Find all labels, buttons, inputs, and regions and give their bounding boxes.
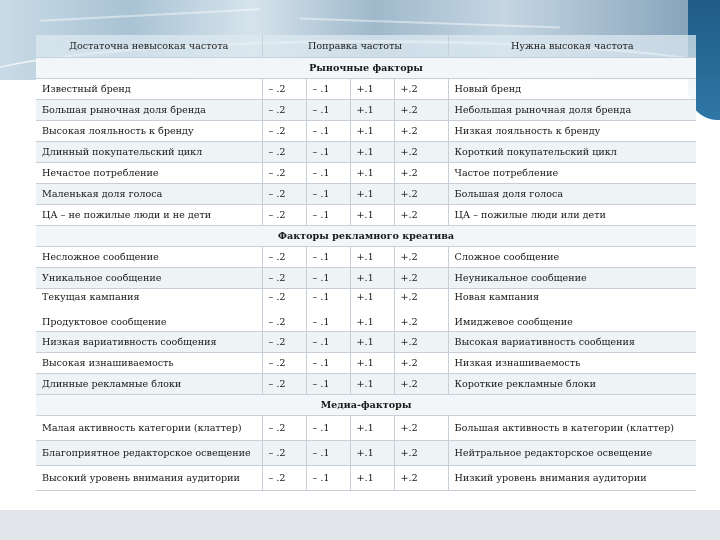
adj-value: – .2 bbox=[268, 292, 286, 303]
header-adjustment: Поправка частоты bbox=[262, 35, 448, 58]
high-factor: Сложное сообщение bbox=[448, 247, 696, 268]
adj-plus-2: +.2 bbox=[394, 163, 448, 184]
low-factor: Высокая изнашиваемость bbox=[36, 353, 262, 374]
high-factor: Неуникальное сообщение bbox=[448, 268, 696, 289]
adj-plus-1: +.1 bbox=[350, 466, 394, 491]
adj-plus-2: +.2 bbox=[394, 441, 448, 466]
section-title: Рыночные факторы bbox=[36, 58, 696, 79]
table-row bbox=[36, 184, 696, 205]
adj-minus-2: – .2 bbox=[262, 374, 306, 395]
low-factor: Высокая лояльность к бренду bbox=[36, 121, 262, 142]
high-factor: ЦА – пожилые люди или дети bbox=[448, 205, 696, 226]
adj-value: – .1 bbox=[312, 317, 330, 328]
adj-minus-1 bbox=[306, 289, 350, 332]
adj-plus-1: +.1 bbox=[350, 184, 394, 205]
adj-minus-2 bbox=[262, 289, 306, 332]
adj-minus-2: – .2 bbox=[262, 441, 306, 466]
table-row bbox=[36, 374, 696, 395]
table-row bbox=[36, 163, 696, 184]
table-row bbox=[36, 100, 696, 121]
low-factor: Благоприятное редакторское освещение bbox=[36, 441, 262, 466]
adj-plus-1 bbox=[350, 289, 394, 332]
high-factor: Нейтральное редакторское освещение bbox=[448, 441, 696, 466]
adj-plus-1: +.1 bbox=[350, 163, 394, 184]
low-factor: Малая активность категории (клаттер) bbox=[36, 416, 262, 441]
adj-minus-1: – .1 bbox=[306, 441, 350, 466]
adj-minus-2: – .2 bbox=[262, 79, 306, 100]
adj-value: +.1 bbox=[356, 292, 374, 303]
adj-value: +.2 bbox=[400, 292, 418, 303]
adj-plus-2: +.2 bbox=[394, 205, 448, 226]
adj-minus-1: – .1 bbox=[306, 466, 350, 491]
adj-minus-1: – .1 bbox=[306, 247, 350, 268]
high-factor: Большая активность в категории (клаттер) bbox=[448, 416, 696, 441]
adj-minus-1: – .1 bbox=[306, 121, 350, 142]
adj-plus-1: +.1 bbox=[350, 268, 394, 289]
section-header-market bbox=[36, 58, 696, 79]
adj-minus-2: – .2 bbox=[262, 416, 306, 441]
low-factor: Высокий уровень внимания аудитории bbox=[36, 466, 262, 491]
adj-plus-1: +.1 bbox=[350, 205, 394, 226]
adj-minus-1: – .1 bbox=[306, 142, 350, 163]
low-factor: Известный бренд bbox=[36, 79, 262, 100]
high-factor: Новый бренд bbox=[448, 79, 696, 100]
low-factor-pair bbox=[36, 289, 262, 332]
low-factor: Большая рыночная доля бренда bbox=[36, 100, 262, 121]
high-factor: Частое потребление bbox=[448, 163, 696, 184]
high-factor: Новая кампания bbox=[454, 292, 540, 303]
adj-value: +.1 bbox=[356, 317, 374, 328]
adj-value: – .2 bbox=[268, 317, 286, 328]
adj-minus-2: – .2 bbox=[262, 184, 306, 205]
high-factor: Низкая лояльность к бренду bbox=[448, 121, 696, 142]
adj-minus-1: – .1 bbox=[306, 332, 350, 353]
adj-plus-2: +.2 bbox=[394, 142, 448, 163]
adj-minus-2: – .2 bbox=[262, 247, 306, 268]
high-factor: Большая доля голоса bbox=[448, 184, 696, 205]
adj-plus-1: +.1 bbox=[350, 121, 394, 142]
adj-plus-2: +.2 bbox=[394, 416, 448, 441]
section-title: Факторы рекламного креатива bbox=[36, 226, 696, 247]
high-factor: Высокая вариативность сообщения bbox=[448, 332, 696, 353]
adj-plus-1: +.1 bbox=[350, 441, 394, 466]
adj-plus-2: +.2 bbox=[394, 268, 448, 289]
adj-plus-1: +.1 bbox=[350, 247, 394, 268]
adj-minus-1: – .1 bbox=[306, 268, 350, 289]
table-row bbox=[36, 79, 696, 100]
adj-minus-1: – .1 bbox=[306, 416, 350, 441]
adj-plus-2: +.2 bbox=[394, 184, 448, 205]
low-factor: Уникальное сообщение bbox=[36, 268, 262, 289]
adj-plus-1: +.1 bbox=[350, 142, 394, 163]
section-header-creative bbox=[36, 226, 696, 247]
table-row bbox=[36, 416, 696, 441]
adj-value: – .1 bbox=[312, 292, 330, 303]
adj-plus-2: +.2 bbox=[394, 79, 448, 100]
table-row bbox=[36, 121, 696, 142]
adj-plus-2: +.2 bbox=[394, 353, 448, 374]
adj-minus-2: – .2 bbox=[262, 163, 306, 184]
table-row bbox=[36, 268, 696, 289]
adj-plus-2: +.2 bbox=[394, 247, 448, 268]
adj-plus-2: +.2 bbox=[394, 374, 448, 395]
table-row bbox=[36, 289, 696, 332]
section-title: Медиа-факторы bbox=[36, 395, 696, 416]
header-low-frequency: Достаточна невысокая частота bbox=[36, 35, 262, 58]
adj-plus-1: +.1 bbox=[350, 79, 394, 100]
table-row bbox=[36, 247, 696, 268]
adj-minus-2: – .2 bbox=[262, 142, 306, 163]
banner-decor-line bbox=[40, 8, 260, 22]
table-row bbox=[36, 466, 696, 491]
adj-plus-2: +.2 bbox=[394, 332, 448, 353]
adj-minus-1: – .1 bbox=[306, 353, 350, 374]
adj-minus-1: – .1 bbox=[306, 205, 350, 226]
adj-minus-2: – .2 bbox=[262, 332, 306, 353]
high-factor: Низкая изнашиваемость bbox=[448, 353, 696, 374]
adj-minus-1: – .1 bbox=[306, 374, 350, 395]
adj-minus-2: – .2 bbox=[262, 268, 306, 289]
low-factor: ЦА – не пожилые люди и не дети bbox=[36, 205, 262, 226]
adj-minus-2: – .2 bbox=[262, 121, 306, 142]
adj-plus-1: +.1 bbox=[350, 374, 394, 395]
table-header-row bbox=[36, 35, 696, 58]
header-high-frequency: Нужна высокая частота bbox=[448, 35, 696, 58]
adj-plus-1: +.1 bbox=[350, 100, 394, 121]
low-factor: Длинный покупательский цикл bbox=[36, 142, 262, 163]
footer-band bbox=[0, 510, 720, 540]
banner-decor-line bbox=[300, 17, 560, 28]
adj-plus-2 bbox=[394, 289, 448, 332]
adj-plus-1: +.1 bbox=[350, 416, 394, 441]
adj-plus-2: +.2 bbox=[394, 100, 448, 121]
low-factor: Маленькая доля голоса bbox=[36, 184, 262, 205]
table-row bbox=[36, 332, 696, 353]
high-factor: Небольшая рыночная доля бренда bbox=[448, 100, 696, 121]
adj-minus-1: – .1 bbox=[306, 79, 350, 100]
adj-minus-1: – .1 bbox=[306, 163, 350, 184]
adj-minus-1: – .1 bbox=[306, 100, 350, 121]
adj-minus-2: – .2 bbox=[262, 353, 306, 374]
table-row bbox=[36, 353, 696, 374]
low-factor: Нечастое потребление bbox=[36, 163, 262, 184]
table-row bbox=[36, 441, 696, 466]
high-factor: Короткие рекламные блоки bbox=[448, 374, 696, 395]
adj-minus-2: – .2 bbox=[262, 100, 306, 121]
low-factor: Несложное сообщение bbox=[36, 247, 262, 268]
section-header-media bbox=[36, 395, 696, 416]
adj-plus-1: +.1 bbox=[350, 332, 394, 353]
adj-minus-2: – .2 bbox=[262, 205, 306, 226]
frequency-adjustment-table bbox=[36, 35, 696, 491]
adj-minus-2: – .2 bbox=[262, 466, 306, 491]
high-factor: Короткий покупательский цикл bbox=[448, 142, 696, 163]
low-factor: Продуктовое сообщение bbox=[42, 317, 167, 328]
low-factor: Низкая вариативность сообщения bbox=[36, 332, 262, 353]
low-factor: Текущая кампания bbox=[42, 292, 140, 303]
high-factor-pair bbox=[448, 289, 696, 332]
low-factor: Длинные рекламные блоки bbox=[36, 374, 262, 395]
adj-minus-1: – .1 bbox=[306, 184, 350, 205]
table-row bbox=[36, 142, 696, 163]
adj-plus-2: +.2 bbox=[394, 121, 448, 142]
adj-plus-2: +.2 bbox=[394, 466, 448, 491]
table-row bbox=[36, 205, 696, 226]
high-factor: Низкий уровень внимания аудитории bbox=[448, 466, 696, 491]
high-factor: Имиджевое сообщение bbox=[454, 317, 573, 328]
adj-value: +.2 bbox=[400, 317, 418, 328]
adj-plus-1: +.1 bbox=[350, 353, 394, 374]
